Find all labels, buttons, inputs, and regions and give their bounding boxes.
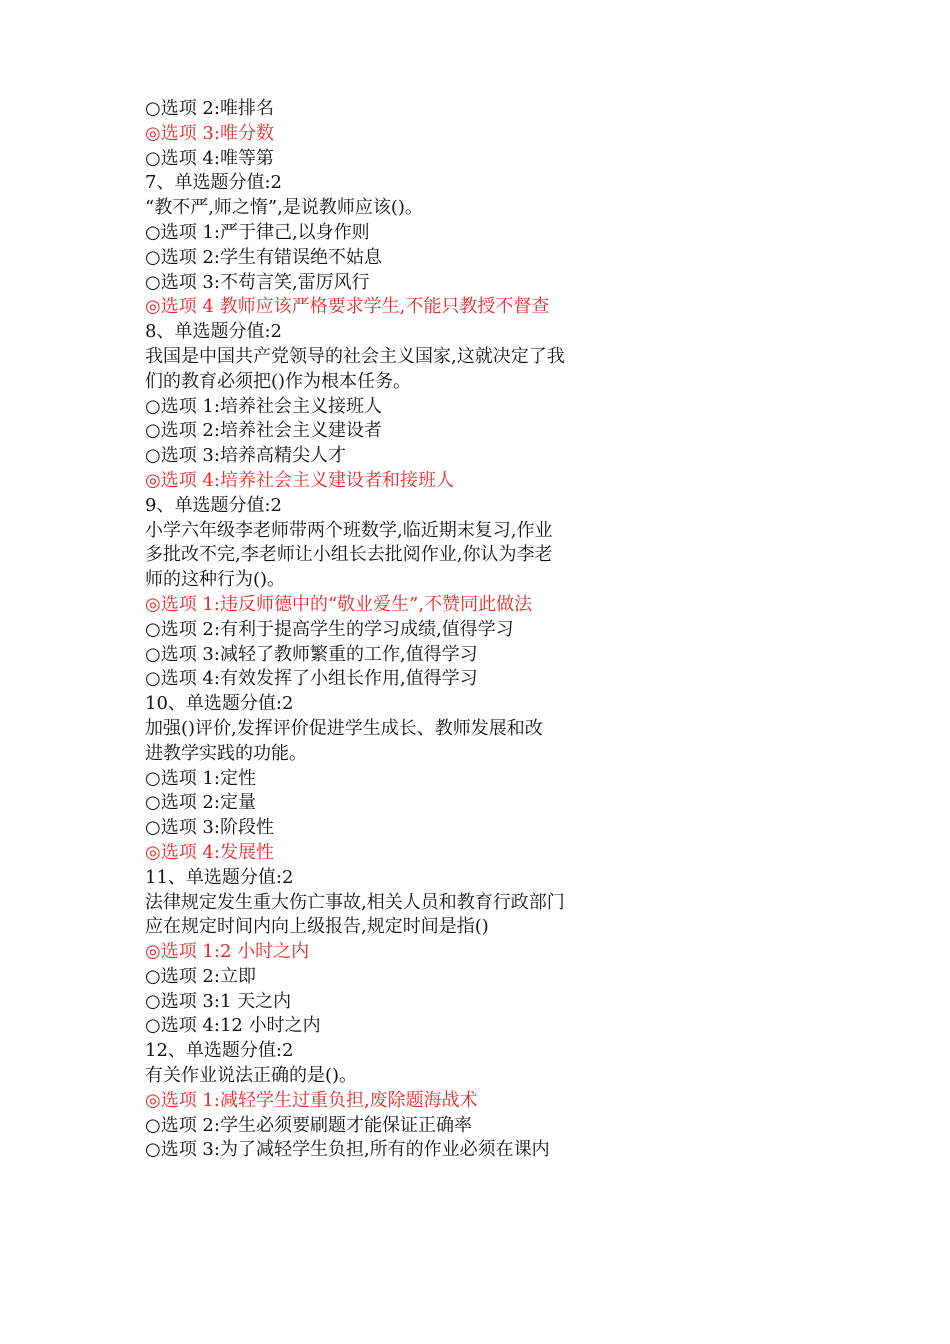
question-header: 11、单选题分值:2 [145,866,294,888]
option-line: ○选项 2:培养社会主义建设者 [145,420,382,442]
correct-option-line: ◎选项 1:减轻学生过重负担,废除题海战术 [145,1089,478,1111]
question-text: 有关作业说法正确的是()。 [145,1065,358,1087]
correct-option-line: ◎选项 1:违反师德中的“敬业爱生”,不赞同此做法 [145,593,533,615]
option-line: ○选项 1:培养社会主义接班人 [145,395,382,417]
option-line: ○选项 3:阶段性 [145,817,274,839]
document-page [145,97,615,1163]
correct-option-line: ◎选项 4 教师应该严格要求学生,不能只教授不督查 [145,296,550,318]
question-text: 们的教育必须把()作为根本任务。 [145,370,412,392]
question-text: 进教学实践的功能。 [145,742,307,764]
question-text: 师的这种行为()。 [145,569,286,591]
option-line: ○选项 2:定量 [145,792,256,814]
question-text: 多批改不完,李老师让小组长去批阅作业,你认为李老 [145,544,553,566]
correct-option-line: ◎选项 1:2 小时之内 [145,941,310,963]
option-line: ○选项 3:不苟言笑,雷厉风行 [145,271,370,293]
option-line: ○选项 2:学生有错误绝不姑息 [145,246,382,268]
option-line: ○选项 1:严于律己,以身作则 [145,221,370,243]
option-line: ○选项 3:减轻了教师繁重的工作,值得学习 [145,643,478,665]
option-line: ○选项 4:唯等第 [145,147,274,169]
option-line: ○选项 2:立即 [145,965,256,987]
option-line: ○选项 1:定性 [145,767,256,789]
question-header: 12、单选题分值:2 [145,1040,294,1062]
question-text: 加强()评价,发挥评价促进学生成长、教师发展和改 [145,717,543,739]
question-text: 小学六年级李老师带两个班数学,临近期末复习,作业 [145,519,553,541]
question-header: 7、单选题分值:2 [145,172,282,194]
correct-option-line: ◎选项 4:发展性 [145,841,274,863]
option-line: ○选项 3:1 天之内 [145,990,292,1012]
question-text: 法律规定发生重大伤亡事故,相关人员和教育行政部门 [145,891,565,913]
option-line: ○选项 2:有利于提高学生的学习成绩,值得学习 [145,618,514,640]
question-header: 10、单选题分值:2 [145,693,294,715]
option-line: ○选项 3:培养高精尖人才 [145,445,346,467]
question-text: 我国是中国共产党领导的社会主义国家,这就决定了我 [145,345,565,367]
question-list [145,97,615,1163]
correct-option-line: ◎选项 4:培养社会主义建设者和接班人 [145,469,454,491]
option-line: ○选项 2:唯排名 [145,98,274,119]
option-line: ○选项 4:12 小时之内 [145,1015,321,1037]
question-header: 9、单选题分值:2 [145,494,282,516]
option-line: ○选项 2:学生必须要刷题才能保证正确率 [145,1114,472,1136]
question-text: “教不严,师之惰”,是说教师应该()。 [145,197,423,219]
question-text: 应在规定时间内向上级报告,规定时间是指() [145,916,489,938]
option-line: ○选项 3:为了减轻学生负担,所有的作业必须在课内 [145,1139,550,1161]
correct-option-line: ◎选项 3:唯分数 [145,122,274,144]
question-header: 8、单选题分值:2 [145,321,282,343]
option-line: ○选项 4:有效发挥了小组长作用,值得学习 [145,668,478,690]
